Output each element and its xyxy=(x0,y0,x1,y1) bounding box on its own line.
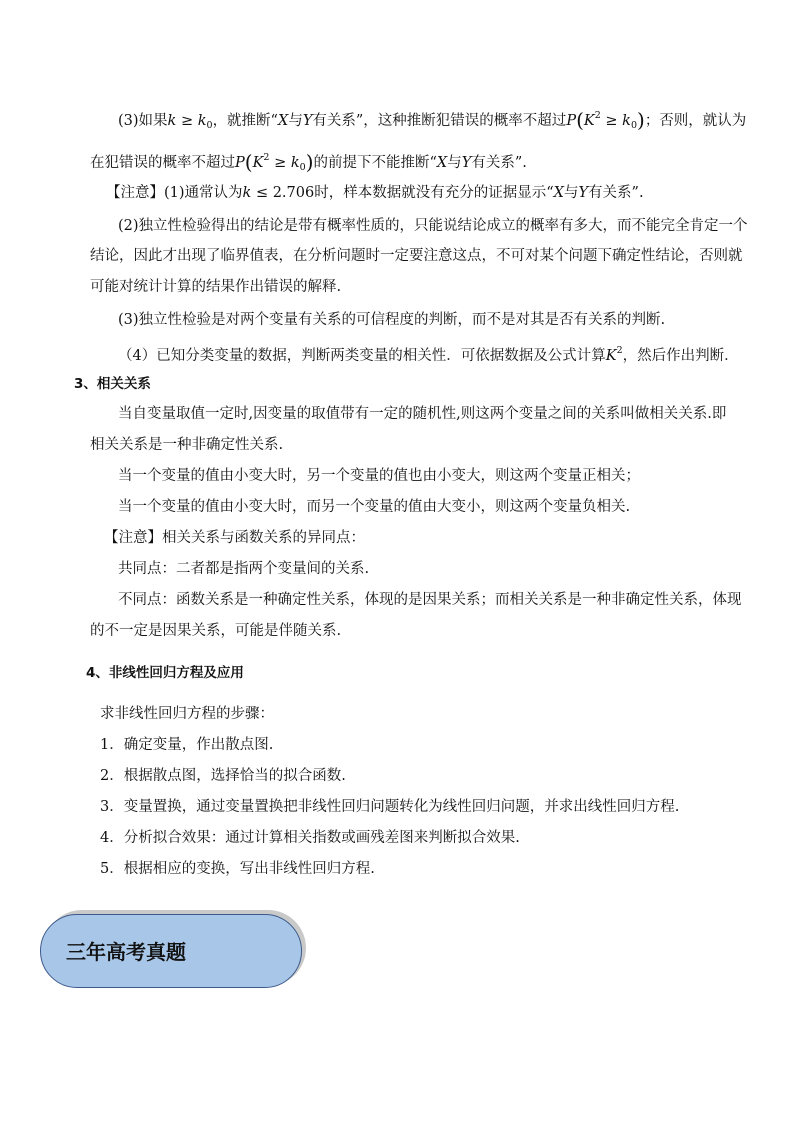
note-2-line-3: 可能对统计计算的结果作出错误的解释. xyxy=(90,279,342,295)
step-item: 5．根据相应的变换，写出非线性回归方程. xyxy=(100,861,375,877)
section-3-line: 相关关系是一种非确定性关系. xyxy=(90,437,284,453)
step-item: 1．确定变量，作出散点图. xyxy=(100,737,274,753)
para-3-line-2: 在犯错误的概率不超过$P(K^2 \ge k_0)$的前提下不能推断“X与Y有关系”. xyxy=(90,150,527,174)
math-sup: 2 xyxy=(616,345,623,356)
section-3-line: 当一个变量的值由小变大时，另一个变量的值也由小变大，则这两个变量正相关； xyxy=(118,468,640,484)
section-3-line: 不同点：函数关系是一种确定性关系，体现的是因果关系；而相关关系是一种非确定性关系，体现 xyxy=(118,592,742,608)
text: 有关系”. xyxy=(471,155,527,171)
section-3-line: 的不一定是因果关系，可能是伴随关系. xyxy=(90,623,342,639)
math-K: K xyxy=(605,348,617,364)
text: 【注意】(1)通常认为 xyxy=(106,185,243,201)
math-K: K xyxy=(252,155,264,171)
math-y: Y xyxy=(578,185,589,201)
math-k0: k xyxy=(290,155,300,171)
step-item: 4．分析拟合效果：通过计算相关指数或画残差图来判断拟合效果. xyxy=(100,830,520,846)
note-2-line-1: (2)独立性检验得出的结论是带有概率性质的，只能说结论成立的概率有多大，而不能完全肯定一个 xyxy=(118,218,748,234)
text: 与 xyxy=(447,155,462,171)
text: ；否则，就认为 xyxy=(644,113,747,129)
math-y: Y xyxy=(302,113,313,129)
section-4-intro: 求非线性回归方程的步骤： xyxy=(100,706,274,722)
text: 与 xyxy=(563,185,579,201)
text: ，然后作出判断． xyxy=(622,348,739,364)
text: (3)如果 xyxy=(118,113,168,129)
text: 有关系”，这种推断犯错误的概率不超过 xyxy=(312,113,567,129)
banner-title: 三年高考真题 xyxy=(66,940,186,964)
math-k0: k xyxy=(622,113,631,129)
math-sup: 2 xyxy=(263,152,270,163)
section-3-note: 【注意】相关关系与函数关系的异同点： xyxy=(104,530,365,546)
math-x: X xyxy=(277,113,289,129)
step-item: 3．变量置换，通过变量置换把非线性回归问题转化为线性回归问题，并求出线性回归方程. xyxy=(100,799,680,815)
math-p: P xyxy=(566,113,577,129)
text: （4）已知分类变量的数据，判断两类变量的相关性．可依据数据及公式计算 xyxy=(118,348,606,364)
math-k: k xyxy=(242,185,252,201)
math-x: X xyxy=(436,155,448,171)
math-y: Y xyxy=(461,155,472,171)
math-sub: 0 xyxy=(299,162,306,173)
math-k: k xyxy=(167,113,177,129)
text: 有关系”. xyxy=(588,185,644,201)
section-4-title: 4、非线性回归方程及应用 xyxy=(86,665,244,681)
math-geq: ≥ xyxy=(600,113,623,129)
para-3-line-1: (3)如果$k \ge k_0$，就推断“X与Y有关系”，这种推断犯错误的概率不超过$P(K^2 \ge k_0)$；否则，就认为 xyxy=(118,108,747,132)
math-sup: 2 xyxy=(594,110,601,121)
math-geq: ≥ xyxy=(269,155,291,171)
text: ，就推断“ xyxy=(212,113,278,129)
text: 与 xyxy=(288,113,303,129)
math-p: P xyxy=(235,155,245,171)
text: 在犯错误的概率不超过 xyxy=(90,155,235,171)
math-sub: 0 xyxy=(206,120,213,131)
note-3: (3)独立性检验是对两个变量有关系的可信程度的判断，而不是对其是否有关系的判断. xyxy=(118,312,666,328)
section-3-line: 共同点：二者都是指两个变量间的关系. xyxy=(118,561,370,577)
math-geq: ≥ xyxy=(176,113,198,129)
note-1 xyxy=(106,183,644,203)
section-3-title: 3、相关关系 xyxy=(74,376,151,392)
step-item: 2．根据散点图，选择恰当的拟合函数. xyxy=(100,768,346,784)
note-2-line-2: 结论，因此才出现了临界值表，在分析问题时一定要注意这点，不可对某个问题下确定性结论，否则就 xyxy=(90,248,743,264)
section-3-line: 当自变量取值一定时,因变量的取值带有一定的随机性,则这两个变量之间的关系叫做相关关系.即 xyxy=(118,406,727,422)
math-k0: k xyxy=(197,113,207,129)
section-banner xyxy=(40,910,308,990)
math-x: X xyxy=(553,185,564,201)
text: 的前提下不能推断“ xyxy=(313,155,437,171)
section-3-line: 当一个变量的值由小变大时，而另一个变量的值由大变小，则这两个变量负相关. xyxy=(118,499,631,515)
math-sub: 0 xyxy=(630,120,637,131)
note-4 xyxy=(118,341,739,366)
math-K: K xyxy=(583,113,595,129)
text: ≤ 2.706时，样本数据就没有充分的证据显示“ xyxy=(251,185,554,201)
